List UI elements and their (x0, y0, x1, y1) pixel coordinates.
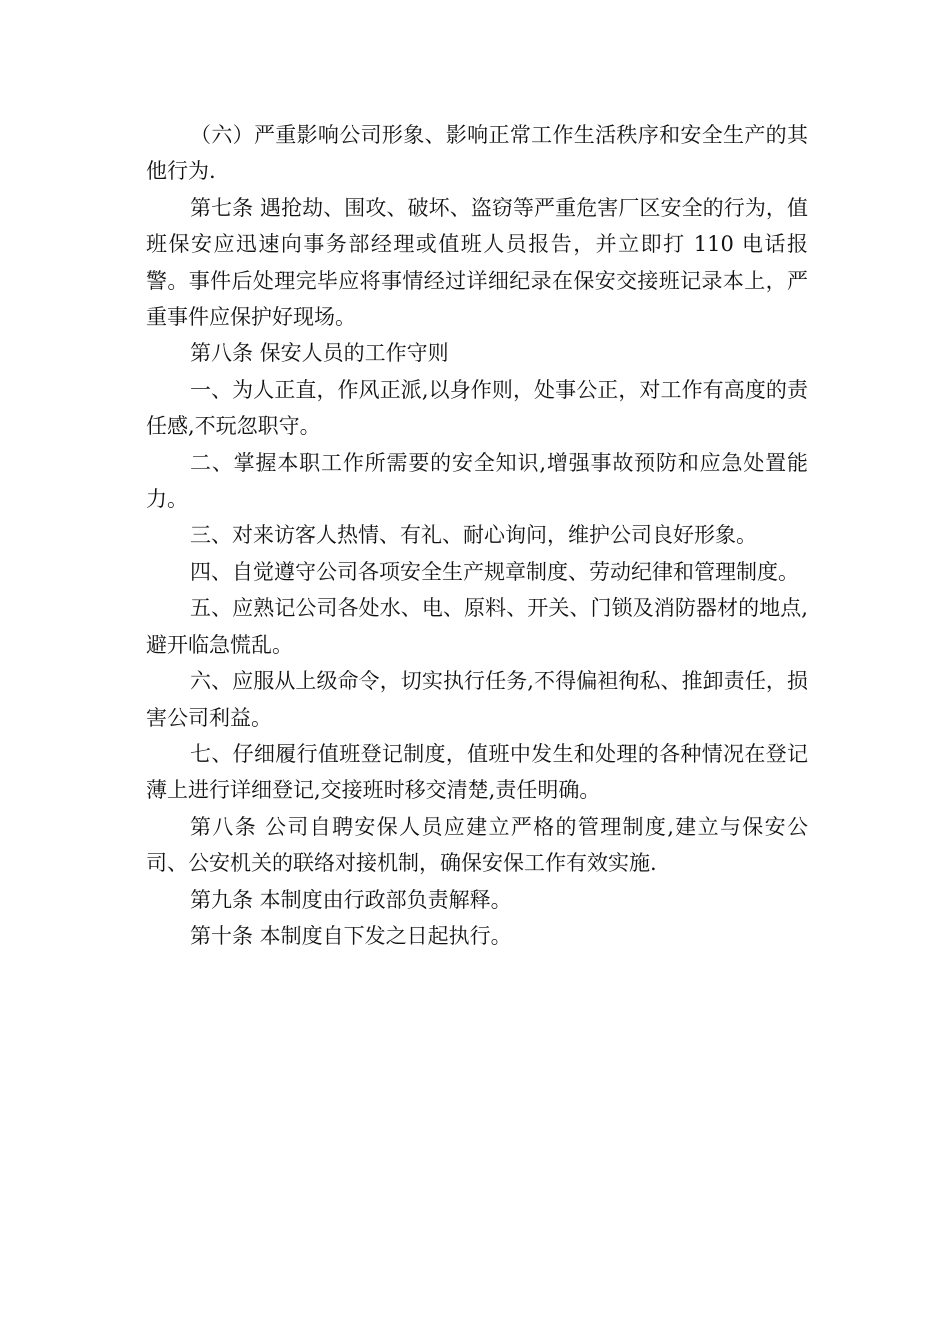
document-body (146, 117, 808, 954)
paragraph-rule-1: 一、为人正直，作风正派,以身作则，处事公正，对工作有高度的责任感,不玩忽职守。 (146, 377, 808, 439)
paragraph-rule-6: 六、应服从上级命令，切实执行任务,不得偏袒徇私、推卸责任，损害公司利益。 (146, 669, 808, 730)
paragraph-rule-4: 四、自觉遵守公司各项安全生产规章制度、劳动纪律和管理制度。 (190, 559, 799, 584)
paragraph-rule-7: 七、仔细履行值班登记制度，值班中发生和处理的各种情况在登记薄上进行详细登记,交接班时移交清楚,责任明确。 (146, 741, 808, 803)
paragraph-article-9: 第九条 本制度由行政部负责解释。 (190, 887, 512, 912)
paragraph-article-8-heading: 第八条 保安人员的工作守则 (190, 341, 449, 366)
paragraph-article-8-management: 第八条 公司自聘安保人员应建立严格的管理制度,建立与保安公司、公安机关的联络对接机制，确保安保工作有效实施. (146, 814, 808, 876)
paragraph-rule-3: 三、对来访客人热情、有礼、耐心询问，维护公司良好形象。 (190, 523, 757, 548)
paragraph-rule-5: 五、应熟记公司各处水、电、原料、开关、门锁及消防器材的地点,避开临急慌乱。 (146, 596, 808, 657)
paragraph-article-10: 第十条 本制度自下发之日起执行。 (190, 923, 512, 948)
paragraph-rule-2: 二、掌握本职工作所需要的安全知识,增强事故预防和应急处置能力。 (146, 450, 808, 512)
paragraph-article-7: 第七条 遇抢劫、围攻、破坏、盗窃等严重危害厂区安全的行为，值班保安应迅速向事务部经理或值班人员报告，并立即打 110 电话报警。事件后处理完毕应将事情经过详细纪录在保安交接班记录本上，严重事件应保护好现场。 (146, 195, 808, 330)
paragraph-item-6-conduct: （六）严重影响公司形象、影响正常工作生活秩序和安全生产的其他行为. (146, 123, 808, 184)
